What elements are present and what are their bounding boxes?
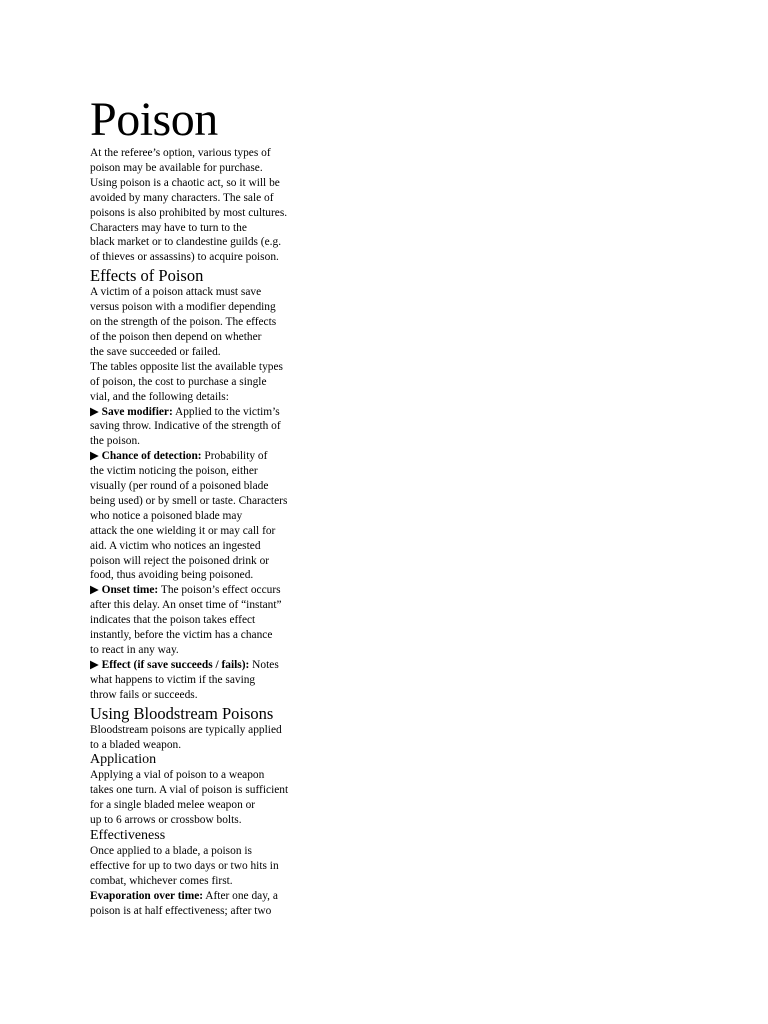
effects-paragraph-2: [90, 360, 322, 405]
text-line: attack the one wielding it or may call for: [90, 524, 276, 537]
application-paragraph: [90, 768, 322, 828]
text-line: for a single bladed melee weapon or: [90, 799, 256, 812]
text-line: up to 6 arrows or crossbow bolts.: [90, 814, 242, 827]
bloodstream-heading: Using Bloodstream Poisons: [90, 703, 274, 723]
onset-label: ▶ Onset time:: [90, 584, 159, 597]
effect-label: ▶ Effect (if save succeeds / fails):: [90, 658, 250, 671]
page-title: Poison: [90, 93, 218, 146]
text-line: The tables opposite list the available types: [90, 360, 283, 373]
text-line: of poison, the cost to purchase a single: [90, 375, 267, 388]
text-line: A victim of a poison attack must save: [90, 286, 262, 299]
text-line: throw fails or succeeds.: [90, 688, 198, 701]
text-line: of thieves or assassins) to acquire poison.: [90, 251, 279, 264]
text-line: black market or to clandestine guilds (e.g.: [90, 236, 282, 249]
effectiveness-paragraph: [90, 844, 322, 889]
application-heading: Application: [90, 752, 157, 768]
detection-item: [90, 449, 322, 583]
save-modifier-label: ▶ Save modifier:: [90, 405, 173, 418]
effects-heading: Effects of Poison: [90, 266, 204, 286]
text-line: visually (per round of a poisoned blade: [90, 480, 269, 493]
onset-item: [90, 583, 322, 658]
effect-item: [90, 658, 322, 703]
text-line: Once applied to a blade, a poison is: [90, 845, 252, 858]
detection-label: ▶ Chance of detection:: [90, 450, 202, 463]
text-line: effective for up to two days or two hits in: [90, 859, 279, 872]
text-line: vial, and the following details:: [90, 390, 229, 403]
text-line: poison is at half effectiveness; after two: [90, 904, 272, 917]
text-line: poisons is also prohibited by most cultures.: [90, 206, 288, 219]
text-line: to a bladed weapon.: [90, 738, 182, 751]
text-line: on the strength of the poison. The effects: [90, 316, 277, 329]
text-line: Using poison is a chaotic act, so it will be: [90, 176, 280, 189]
text-line: versus poison with a modifier depending: [90, 301, 276, 314]
evaporation-label: Evaporation over time:: [90, 889, 204, 902]
text-line: after this delay. An onset time of “instant”: [90, 599, 282, 612]
text-line: what happens to victim if the saving: [90, 673, 256, 686]
text-line: of the poison then depend on whether: [90, 330, 262, 343]
text-fragment: The poison’s effect occurs: [158, 584, 281, 597]
text-line: takes one turn. A vial of poison is sufficient: [90, 784, 289, 797]
effectiveness-heading: Effectiveness: [90, 828, 166, 844]
evaporation-paragraph: [90, 889, 322, 919]
text-line: aid. A victim who notices an ingested: [90, 539, 261, 552]
save-modifier-item: [90, 405, 322, 450]
text-fragment: Notes: [249, 658, 279, 671]
text-line: who notice a poisoned blade may: [90, 509, 243, 522]
text-line: Characters may have to turn to the: [90, 221, 247, 234]
text-line: poison may be available for purchase.: [90, 161, 263, 174]
text-line: combat, whichever comes first.: [90, 874, 233, 887]
text-line: Bloodstream poisons are typically applied: [90, 723, 282, 736]
text-line: the victim noticing the poison, either: [90, 465, 258, 478]
text-line: the save succeeded or failed.: [90, 345, 221, 358]
text-line: food, thus avoiding being poisoned.: [90, 569, 254, 582]
text-line: indicates that the poison takes effect: [90, 614, 256, 627]
text-line: instantly, before the victim has a chance: [90, 629, 273, 642]
bloodstream-intro: [90, 723, 322, 753]
text-line: saving throw. Indicative of the strength of: [90, 420, 281, 433]
effects-paragraph-1: [90, 285, 322, 360]
text-column: [90, 94, 322, 919]
text-line: At the referee’s option, various types of: [90, 147, 271, 159]
text-fragment: After one day, a: [203, 889, 278, 902]
text-fragment: Applied to the victim’s: [172, 405, 280, 418]
text-line: being used) or by smell or taste. Characters: [90, 494, 288, 507]
intro-paragraph: [90, 146, 322, 265]
text-line: avoided by many characters. The sale of: [90, 191, 274, 204]
text-line: the poison.: [90, 435, 140, 448]
text-line: poison will reject the poisoned drink or: [90, 554, 270, 567]
text-line: to react in any way.: [90, 644, 179, 656]
text-line: Applying a vial of poison to a weapon: [90, 769, 265, 782]
text-fragment: Probability of: [201, 450, 268, 463]
